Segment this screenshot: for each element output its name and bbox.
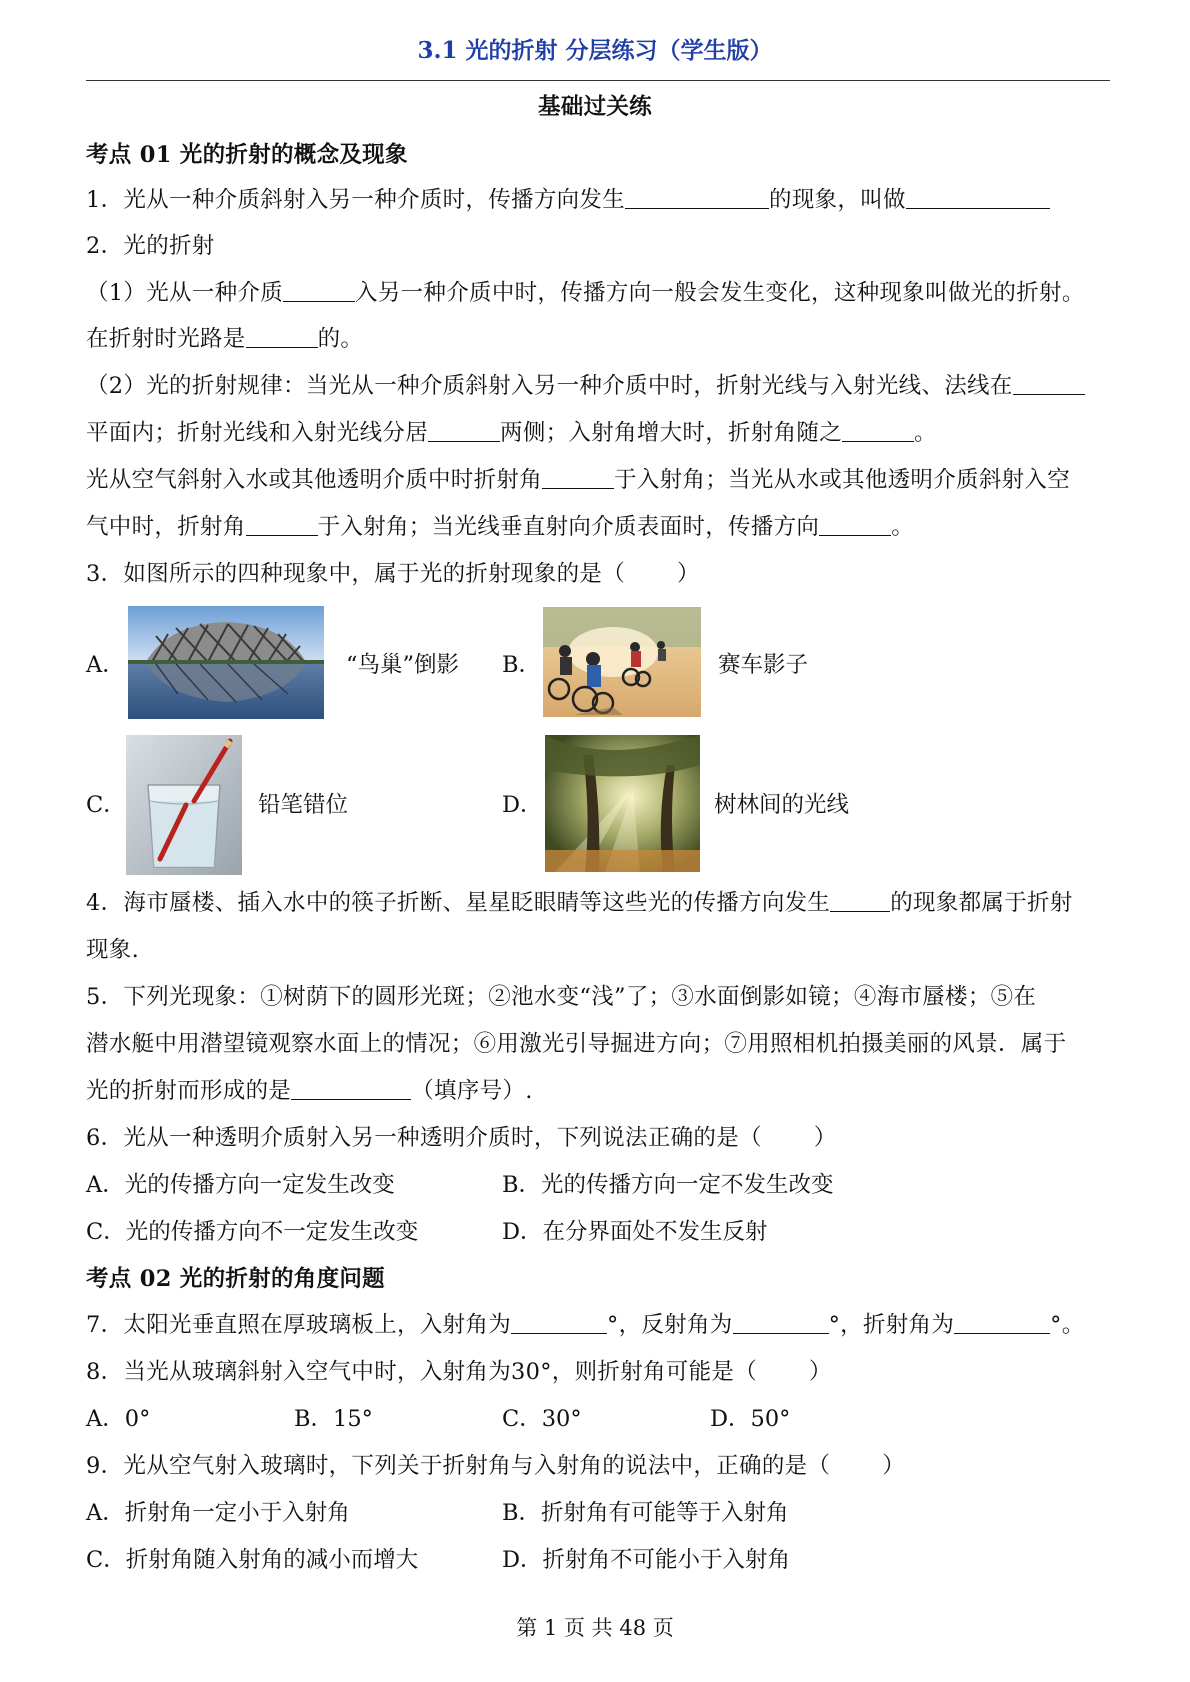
q1-blank-1 [625, 186, 769, 209]
question-2-part-2 [86, 371, 1110, 401]
q2-blank-4 [428, 419, 500, 442]
question-2-part-3 [86, 465, 1110, 495]
q2-p1-text-c: 在折射时光路是 [86, 326, 246, 352]
q7-text-c: °，折射角为 [828, 1312, 955, 1338]
q3-option-a-letter: A． [86, 652, 125, 678]
q3-option-d-letter: D． [502, 792, 543, 818]
q9-option-a: A．折射角一定小于入射角 [86, 1500, 350, 1526]
header-divider [86, 80, 1110, 81]
question-2-part-3-cont [86, 512, 1110, 542]
q2-p2-text-c: 两侧；入射角增大时，折射角随之 [500, 420, 843, 446]
forest-light-rays-image [545, 735, 700, 872]
q6-option-d: D．在分界面处不发生反射 [502, 1219, 768, 1245]
q3-option-c-letter: C． [86, 792, 126, 818]
q8-option-d: D．50° [710, 1406, 791, 1432]
question-4-cont: 现象. [86, 937, 140, 963]
q3-option-b-letter: B． [502, 652, 542, 678]
q2-p1-text-a: （1）光从一种介质 [86, 280, 284, 306]
q6-option-a: A．光的传播方向一定发生改变 [86, 1172, 395, 1198]
question-2-part-1-cont [86, 324, 1110, 354]
q8-stem-text: 8．当光从玻璃斜射入空气中时，入射角为30°，则折射角可能是（ [86, 1359, 757, 1385]
q2-p4-text-c: 。 [891, 514, 915, 540]
q3-option-a-caption: “鸟巢”倒影 [346, 652, 460, 678]
q2-blank-3 [1013, 372, 1085, 395]
q6-stem-text: 6．光从一种透明介质射入另一种透明介质时，下列说法正确的是（ [86, 1125, 762, 1151]
q2-blank-7 [246, 513, 318, 536]
question-2-title: 2．光的折射 [86, 233, 215, 259]
q2-p1-text-b: 入另一种介质中时，传播方向一般会发生变化，这种现象叫做光的折射。 [355, 280, 1085, 306]
q9-option-d: D．折射角不可能小于入射角 [502, 1547, 791, 1573]
q2-blank-2 [246, 325, 318, 348]
q2-p1-text-d: 的。 [317, 326, 364, 352]
document-title: 3.1 光的折射 分层练习（学生版） [417, 37, 773, 64]
q2-blank-8 [819, 513, 891, 536]
q4-text-b: 的现象都属于折射 [890, 890, 1073, 916]
question-4 [86, 888, 1110, 918]
q6-close-paren: ） [813, 1125, 837, 1151]
q9-option-b: B．折射角有可能等于入射角 [502, 1500, 789, 1526]
q2-p3-text-b: 于入射角；当光从水或其他透明介质斜射入空 [614, 467, 1071, 493]
q9-close-paren: ） [882, 1453, 906, 1479]
q1-text-a: 1．光从一种介质斜射入另一种介质时，传播方向发生 [86, 187, 626, 213]
q6-option-c: C．光的传播方向不一定发生改变 [86, 1219, 419, 1245]
q9-stem-text: 9．光从空气射入玻璃时，下列关于折射角与入射角的说法中，正确的是（ [86, 1453, 831, 1479]
q3-option-d-caption: 树林间的光线 [714, 792, 850, 818]
kp1-title: 考点 01 光的折射的概念及现象 [86, 142, 408, 168]
q7-blank-1 [511, 1311, 607, 1334]
question-3-stem [86, 559, 1110, 589]
kp2-title: 考点 02 光的折射的角度问题 [86, 1266, 385, 1292]
q7-blank-3 [954, 1311, 1050, 1334]
q5-blank-1 [291, 1077, 411, 1100]
q2-blank-5 [842, 419, 914, 442]
q7-blank-2 [733, 1311, 829, 1334]
page-footer: 第 1 页 共 48 页 [516, 1616, 674, 1640]
q2-blank-6 [542, 466, 614, 489]
question-7 [86, 1310, 1110, 1340]
pencil-in-glass-image [126, 735, 242, 875]
q2-p2-text-a: （2）光的折射规律：当光从一种介质斜射入另一种介质中时，折射光线与入射光线、法线在 [86, 373, 1013, 399]
q4-blank-1 [830, 889, 890, 912]
q2-p4-text-a: 气中时，折射角 [86, 514, 246, 540]
birds-nest-reflection-image [128, 606, 324, 719]
q6-option-b: B．光的传播方向一定不发生改变 [502, 1172, 834, 1198]
question-5-line-1: 5．下列光现象：①树荫下的圆形光斑；②池水变“浅”了；③水面倒影如镜；④海市蜃楼；⑤在 [86, 984, 1037, 1010]
q3-option-c-caption: 铅笔错位 [258, 792, 349, 818]
q4-text-a: 4．海市蜃楼、插入水中的筷子折断、星星眨眼睛等这些光的传播方向发生 [86, 890, 831, 916]
question-6-stem [86, 1123, 1110, 1153]
q2-p3-text-a: 光从空气斜射入水或其他透明介质中时折射角 [86, 467, 543, 493]
cyclists-shadow-image [543, 607, 701, 717]
q2-blank-1 [283, 279, 355, 302]
question-8-stem [86, 1357, 1110, 1387]
q5-text-b: （填序号）. [411, 1078, 533, 1104]
q7-text-b: °，反射角为 [607, 1312, 733, 1338]
q1-text-b: 的现象，叫做 [769, 187, 906, 213]
q3-stem-text: 3．如图所示的四种现象中，属于光的折射现象的是（ [86, 561, 626, 587]
q2-p4-text-b: 于入射角；当光线垂直射向介质表面时，传播方向 [317, 514, 820, 540]
q7-text-a: 7．太阳光垂直照在厚玻璃板上，入射角为 [86, 1312, 512, 1338]
question-9-stem [86, 1451, 1110, 1481]
question-5-line-3 [86, 1076, 1110, 1106]
section-title: 基础过关练 [537, 94, 652, 120]
q8-option-c: C．30° [502, 1406, 582, 1432]
q7-text-d: °。 [1050, 1312, 1085, 1338]
q2-p2-text-b: 平面内；折射光线和入射光线分居 [86, 420, 429, 446]
q5-text-a: 光的折射而形成的是 [86, 1078, 292, 1104]
q9-option-c: C．折射角随入射角的减小而增大 [86, 1547, 419, 1573]
question-1 [86, 185, 1110, 215]
q1-blank-2 [906, 186, 1050, 209]
question-2-part-2-cont [86, 418, 1110, 448]
q8-close-paren: ） [809, 1359, 832, 1385]
q3-option-b-caption: 赛车影子 [718, 652, 809, 678]
question-5-line-2: 潜水艇中用潜望镜观察水面上的情况；⑥用激光引导掘进方向；⑦用照相机拍摄美丽的风景．属于 [86, 1031, 1067, 1057]
question-2-part-1 [86, 278, 1110, 308]
q8-option-a: A．0° [86, 1406, 151, 1432]
q2-p2-text-d: 。 [914, 420, 937, 446]
q8-option-b: B．15° [294, 1406, 373, 1432]
q3-close-paren: ） [677, 561, 700, 587]
